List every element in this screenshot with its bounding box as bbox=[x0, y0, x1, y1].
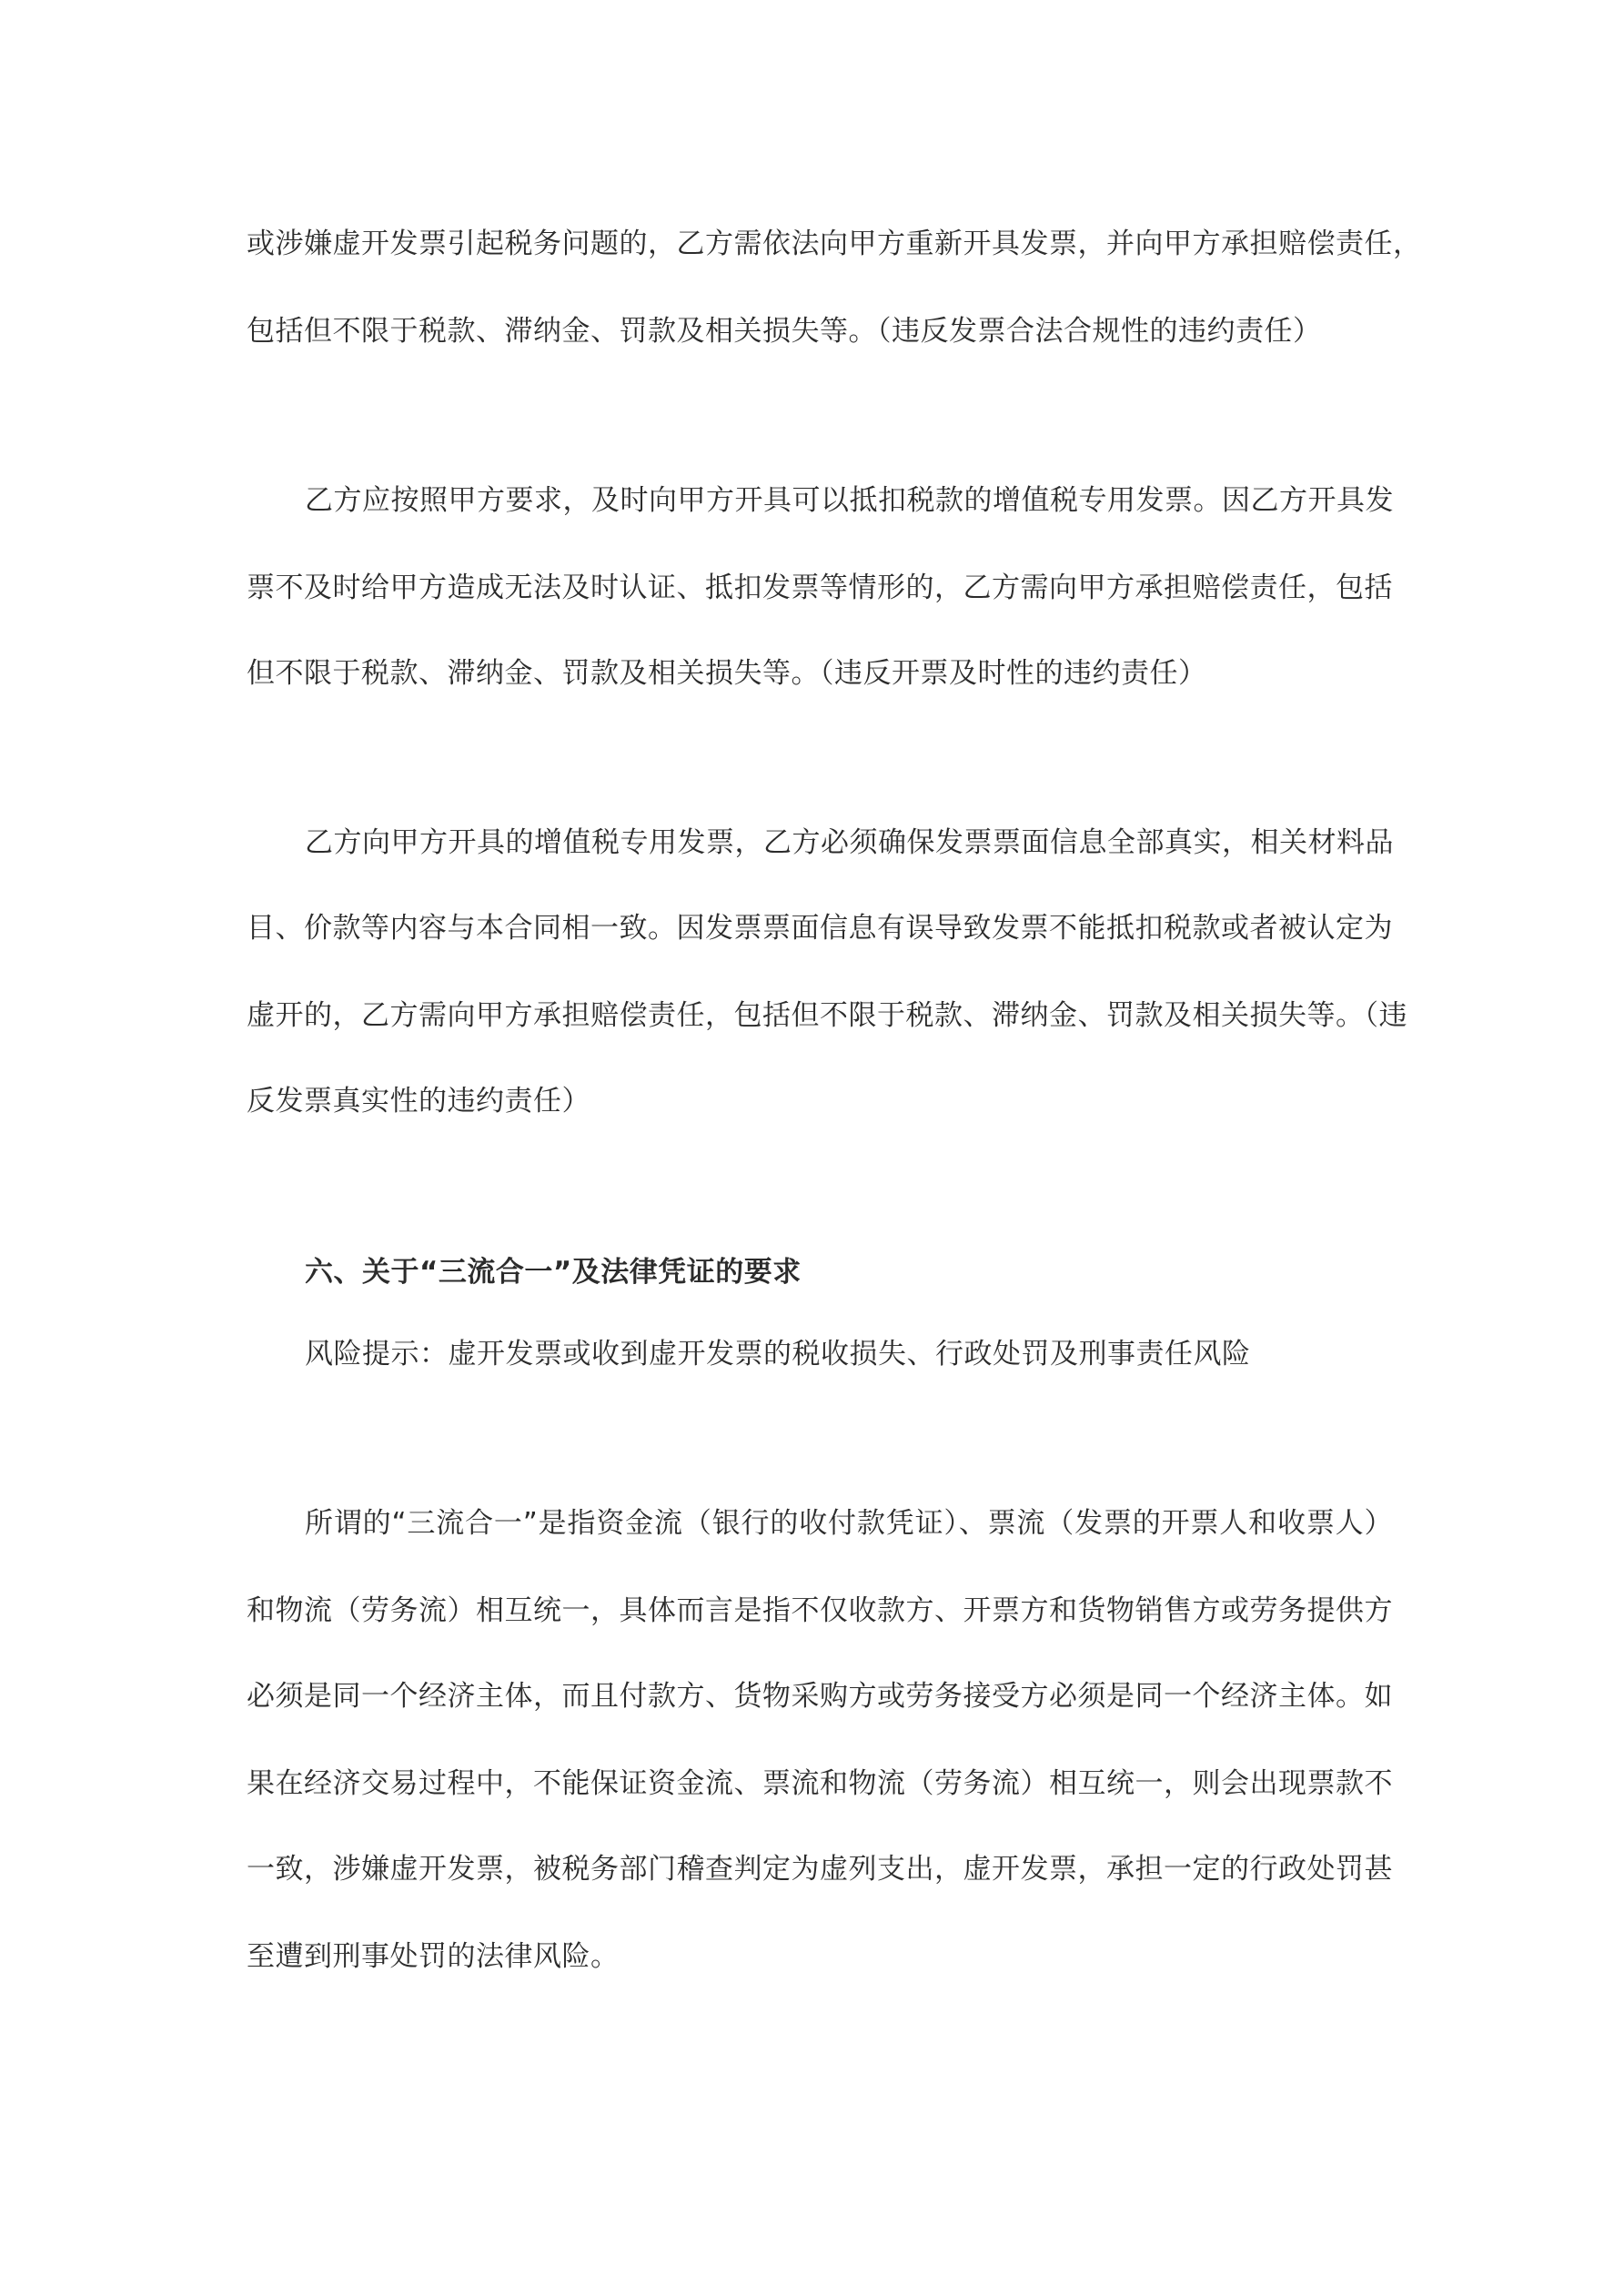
paragraph-4-line-1: 所谓的“三流合一”是指资金流（银行的收付款凭证）、票流（发票的开票人和收票人） bbox=[305, 1507, 1393, 1540]
paragraph-4-line-5: 一致，涉嫌虚开发票，被税务部门稽查判定为虚列支出，虚开发票，承担一定的行政处罚甚 bbox=[247, 1853, 1393, 1886]
paragraph-3-line-4: 反发票真实性的违约责任） bbox=[247, 1085, 590, 1118]
paragraph-3-line-3: 虚开的，乙方需向甲方承担赔偿责任，包括但不限于税款、滞纳金、罚款及相关损失等。（违 bbox=[247, 999, 1407, 1032]
paragraph-1-line-2: 包括但不限于税款、滞纳金、罚款及相关损失等。（违反发票合法合规性的违约责任） bbox=[247, 315, 1322, 348]
paragraph-4-line-3: 必须是同一个经济主体，而且付款方、货物采购方或劳务接受方必须是同一个经济主体。如 bbox=[247, 1680, 1393, 1713]
paragraph-3-line-2: 目、价款等内容与本合同相一致。因发票票面信息有误导致发票不能抵扣税款或者被认定为 bbox=[247, 912, 1393, 945]
paragraph-2-line-2: 票不及时给甲方造成无法及时认证、抵扣发票等情形的，乙方需向甲方承担赔偿责任，包括 bbox=[247, 571, 1393, 604]
paragraph-4-line-2: 和物流（劳务流）相互统一，具体而言是指不仅收款方、开票方和货物销售方或劳务提供方 bbox=[247, 1594, 1393, 1627]
paragraph-3-line-1: 乙方向甲方开具的增值税专用发票，乙方必须确保发票票面信息全部真实，相关材料品 bbox=[305, 826, 1394, 859]
paragraph-2-line-3: 但不限于税款、滞纳金、罚款及相关损失等。（违反开票及时性的违约责任） bbox=[247, 657, 1207, 690]
paragraph-4-line-4: 果在经济交易过程中，不能保证资金流、票流和物流（劳务流）相互统一，则会出现票款不 bbox=[247, 1767, 1393, 1800]
paragraph-2-line-1: 乙方应按照甲方要求，及时向甲方开具可以抵扣税款的增值税专用发票。因乙方开具发 bbox=[305, 484, 1394, 517]
risk-note: 风险提示：虚开发票或收到虚开发票的税收损失、行政处罚及刑事责任风险 bbox=[305, 1338, 1251, 1371]
paragraph-4-line-6: 至遭到刑事处罚的法律风险。 bbox=[247, 1940, 620, 1973]
paragraph-1-line-1: 或涉嫌虚开发票引起税务问题的，乙方需依法向甲方重新开具发票，并向甲方承担赔偿责任， bbox=[247, 228, 1422, 260]
section-heading: 六、关于“三流合一”及法律凭证的要求 bbox=[305, 1256, 802, 1289]
